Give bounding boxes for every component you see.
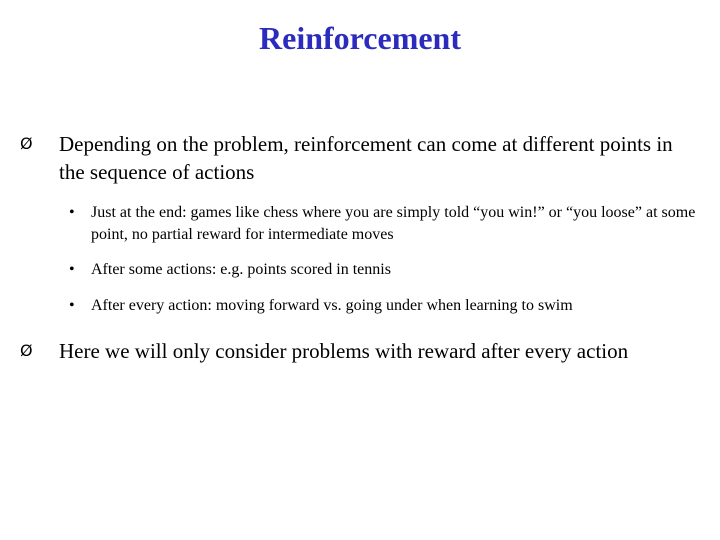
sub-bullet-item-3 xyxy=(69,295,709,317)
sub-bullet-text: After some actions: e.g. points scored in tennis xyxy=(91,261,391,278)
bullet-item-1 xyxy=(20,130,700,186)
bullet-text: Depending on the problem, reinforcement can come at different points in the sequence of actions xyxy=(59,132,673,184)
sub-bullet-item-1 xyxy=(69,202,709,246)
slide-title: Reinforcement xyxy=(259,20,461,56)
bullet-text: Here we will only consider problems with reward after every action xyxy=(59,339,629,363)
dot-bullet-icon: • xyxy=(69,261,75,278)
sub-bullet-text: After every action: moving forward vs. going under when learning to swim xyxy=(91,297,573,314)
arrow-bullet-icon: Ø xyxy=(20,134,33,153)
sub-bullet-text: Just at the end: games like chess where you are simply told “you win!” or “you loose” at some point, no partial reward for intermediate moves xyxy=(91,204,696,243)
dot-bullet-icon: • xyxy=(69,204,75,221)
sub-bullet-item-2 xyxy=(69,259,709,281)
bullet-item-2 xyxy=(20,337,700,365)
arrow-bullet-icon: Ø xyxy=(20,341,33,360)
dot-bullet-icon: • xyxy=(69,297,75,314)
